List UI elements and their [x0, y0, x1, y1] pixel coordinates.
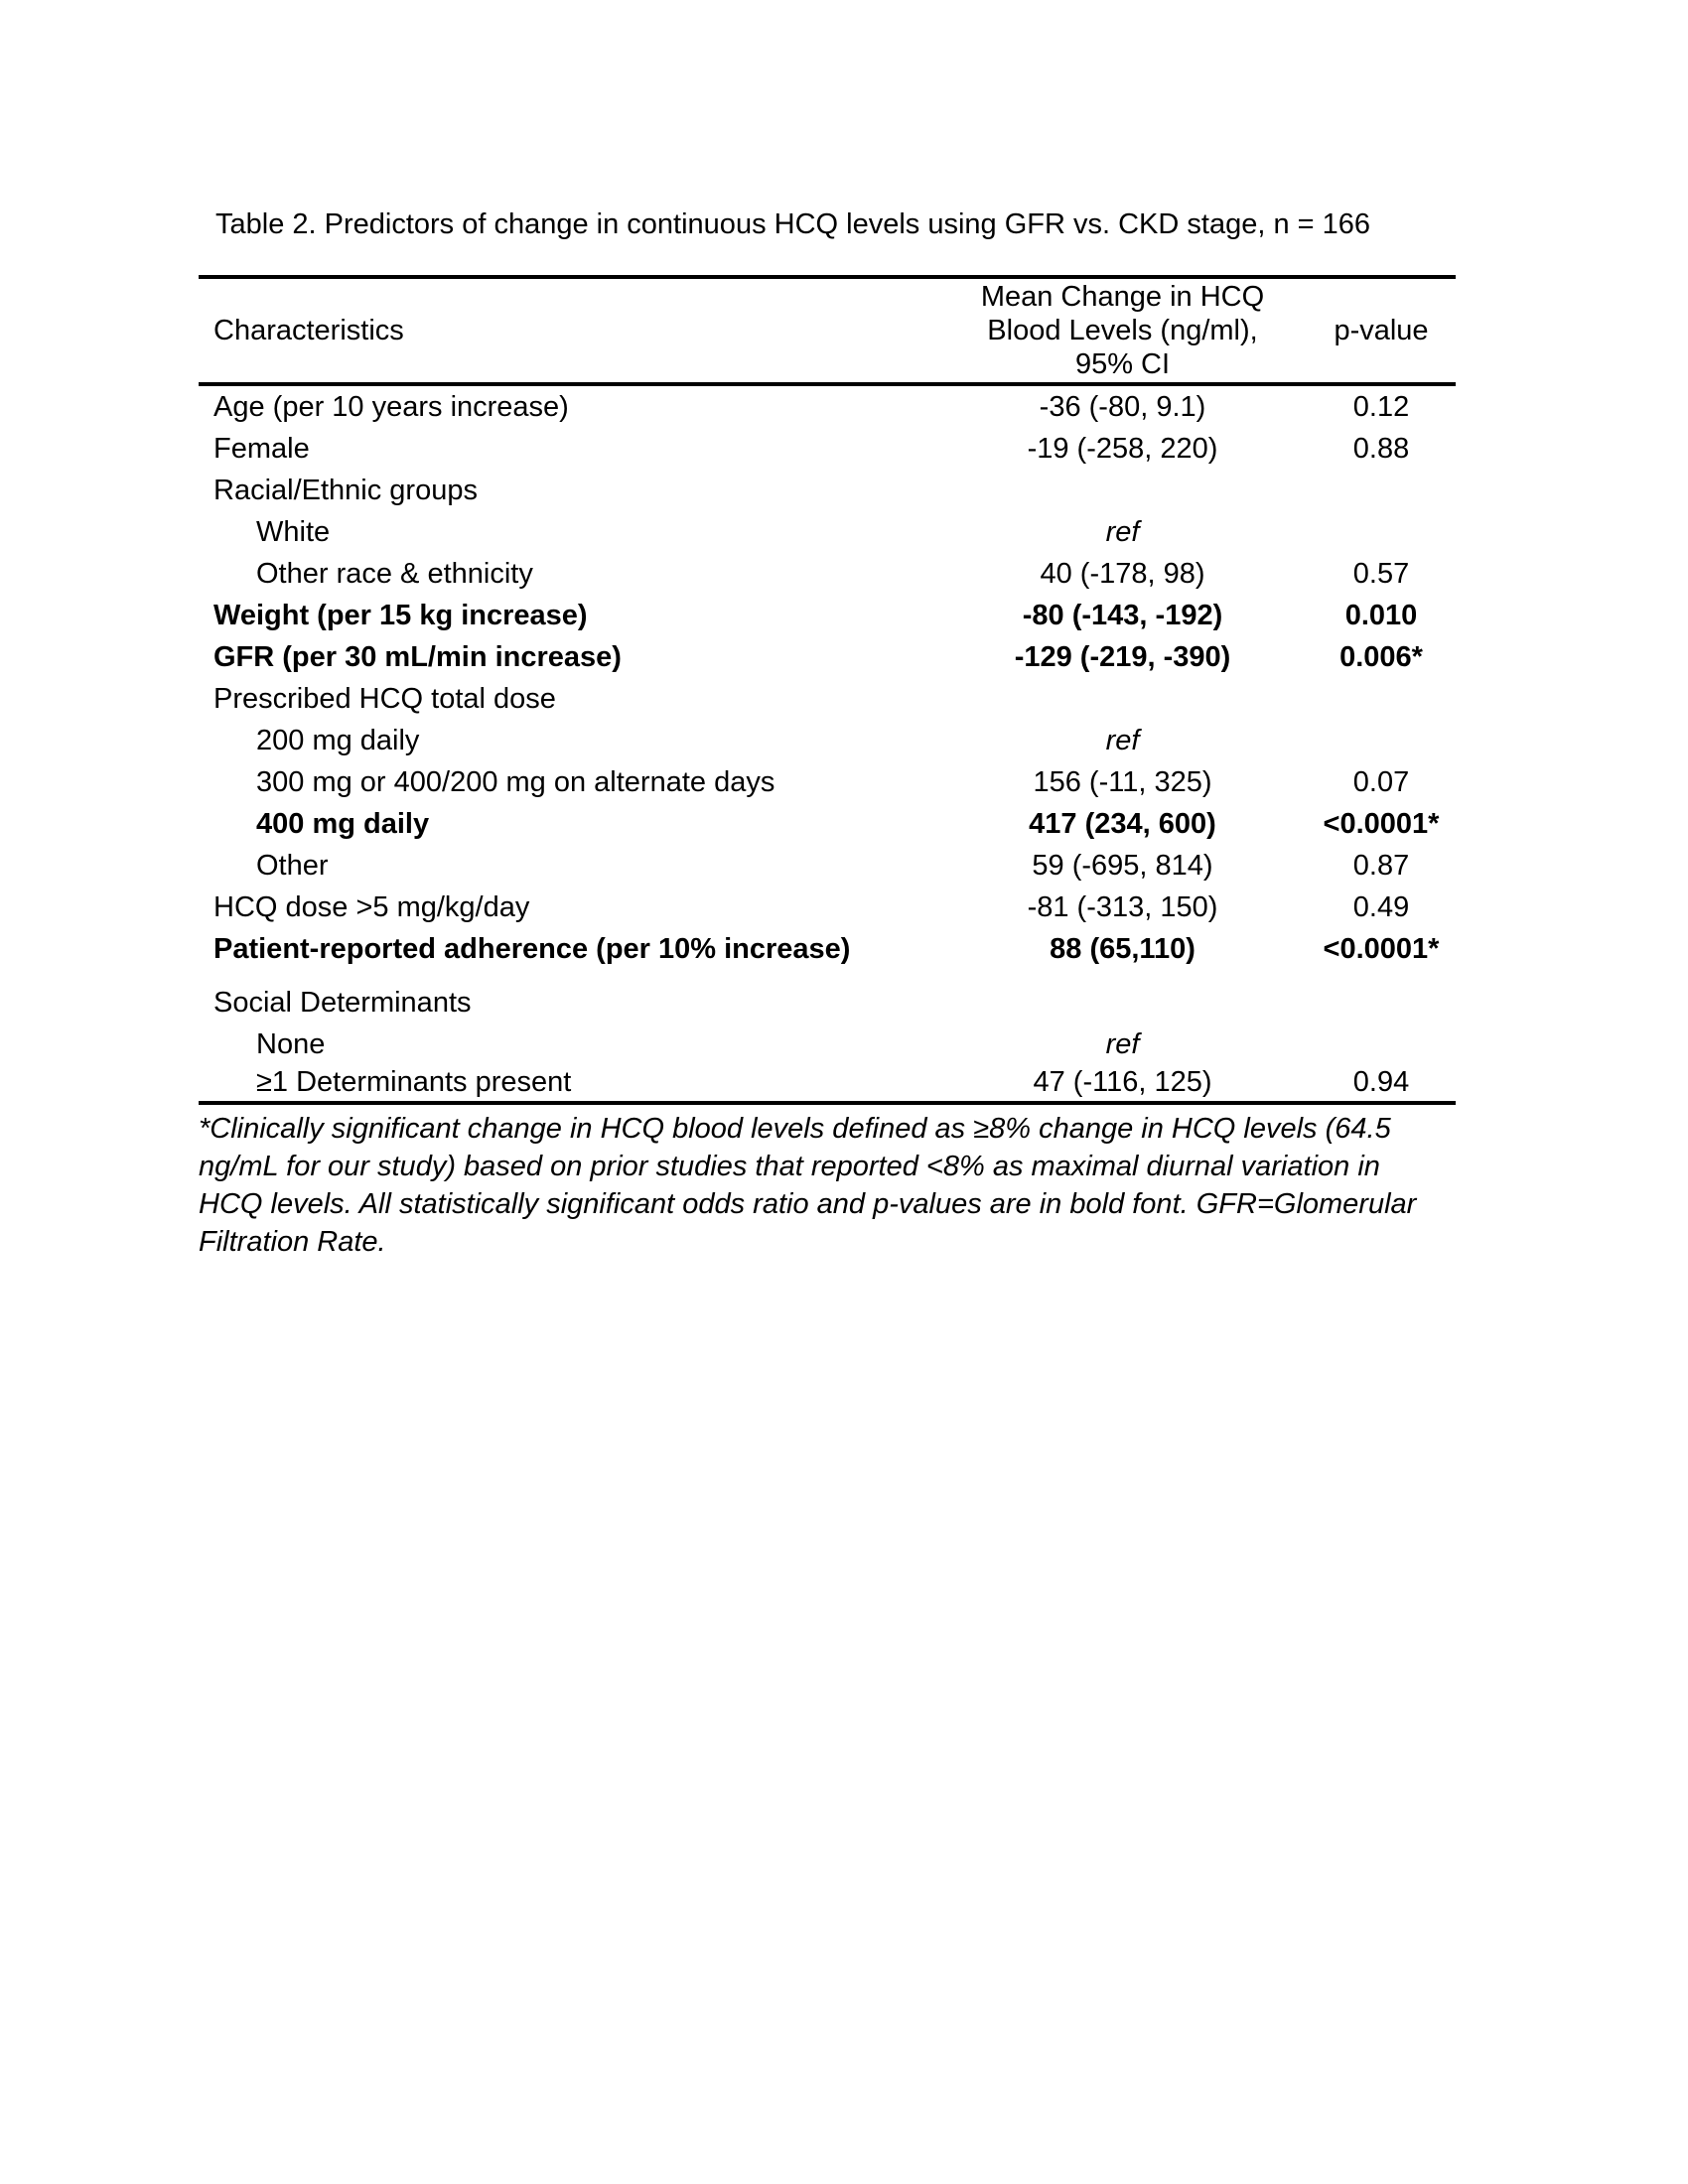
row-value: ref — [1105, 516, 1140, 548]
table-row — [199, 887, 1456, 928]
row-pvalue: <0.0001* — [1323, 808, 1440, 840]
table-row — [199, 761, 1456, 803]
table-row — [199, 1024, 1456, 1065]
row-label: GFR (per 30 mL/min increase) — [213, 641, 622, 673]
row-value: 40 (-178, 98) — [1040, 558, 1205, 590]
table-header-row — [199, 279, 1456, 382]
row-pvalue: 0.49 — [1352, 891, 1410, 923]
row-pvalue: 0.87 — [1352, 850, 1410, 882]
row-label: Other race & ethnicity — [256, 558, 533, 590]
row-label: Age (per 10 years increase) — [213, 391, 569, 423]
row-label: HCQ dose >5 mg/kg/day — [213, 891, 530, 923]
row-label: Social Determinants — [213, 987, 472, 1019]
row-label: White — [256, 516, 331, 548]
row-label: Patient-reported adherence (per 10% increase) — [213, 933, 851, 965]
table-row-group — [199, 678, 1456, 720]
row-value: 156 (-11, 325) — [1033, 766, 1212, 798]
table-row — [199, 928, 1456, 970]
header-mean-change-line1: Mean Change in HCQ — [980, 281, 1265, 313]
row-pvalue — [1307, 678, 1456, 720]
header-mean-change-line2: Blood Levels (ng/ml), — [987, 315, 1258, 346]
row-label: Weight (per 15 kg increase) — [213, 600, 588, 631]
header-pvalue: p-value — [1334, 314, 1429, 346]
table-row — [199, 553, 1456, 595]
footnote-line: ng/mL for our study) based on prior studies that reported <8% as maximal diurnal variation in — [199, 1151, 1380, 1182]
table — [199, 275, 1456, 1261]
table-row — [199, 845, 1456, 887]
table-row — [199, 386, 1456, 428]
row-value: -81 (-313, 150) — [1027, 891, 1218, 923]
row-pvalue: 0.07 — [1352, 766, 1410, 798]
row-pvalue: 0.006* — [1339, 641, 1423, 673]
row-value: -80 (-143, -192) — [1022, 600, 1223, 631]
row-value — [938, 982, 1307, 1024]
row-label: ≥1 Determinants present — [256, 1066, 572, 1098]
table-row — [199, 428, 1456, 470]
row-value: 59 (-695, 814) — [1032, 850, 1213, 882]
row-value — [938, 470, 1307, 511]
table-row — [199, 595, 1456, 636]
table-title: Table 2. Predictors of change in continuous HCQ levels using GFR vs. CKD stage, n = 166 — [215, 208, 1371, 240]
row-pvalue: 0.12 — [1352, 391, 1410, 423]
row-pvalue — [1307, 982, 1456, 1024]
row-value: ref — [1105, 725, 1140, 756]
row-label: Female — [213, 433, 310, 465]
row-label: 400 mg daily — [256, 808, 430, 840]
table-row — [199, 511, 1456, 553]
row-pvalue — [1307, 511, 1456, 553]
row-pvalue: <0.0001* — [1323, 933, 1440, 965]
table-row — [199, 636, 1456, 678]
row-value: 47 (-116, 125) — [1033, 1066, 1212, 1098]
row-value: 88 (65,110) — [1050, 933, 1196, 965]
table-row — [199, 720, 1456, 761]
header-mean-change — [938, 280, 1307, 381]
table-row — [199, 803, 1456, 845]
row-pvalue: 0.010 — [1344, 600, 1418, 631]
row-pvalue — [1307, 470, 1456, 511]
footnote-line: HCQ levels. All statistically significant odds ratio and p-values are in bold font. GFR=Glomerular — [199, 1188, 1417, 1220]
footnote-line: *Clinically significant change in HCQ blood levels defined as ≥8% change in HCQ levels (64.5 — [199, 1113, 1391, 1145]
row-label: None — [256, 1028, 326, 1060]
row-pvalue: 0.94 — [1352, 1066, 1410, 1098]
footnote-line: Filtration Rate. — [199, 1226, 386, 1258]
table-row-group — [199, 982, 1456, 1024]
header-characteristics: Characteristics — [213, 314, 404, 346]
row-pvalue: 0.57 — [1352, 558, 1410, 590]
row-label: Racial/Ethnic groups — [213, 475, 478, 506]
row-value: -19 (-258, 220) — [1027, 433, 1218, 465]
row-pvalue: 0.88 — [1352, 433, 1410, 465]
row-label: 200 mg daily — [256, 725, 420, 756]
row-label: 300 mg or 400/200 mg on alternate days — [256, 766, 775, 798]
row-value: -129 (-219, -390) — [1014, 641, 1231, 673]
row-pvalue — [1307, 720, 1456, 761]
row-value — [938, 678, 1307, 720]
row-label: Prescribed HCQ total dose — [213, 683, 556, 715]
row-value: ref — [1105, 1028, 1140, 1060]
header-mean-change-line3: 95% CI — [1074, 348, 1171, 380]
row-pvalue — [1307, 1024, 1456, 1065]
row-value: -36 (-80, 9.1) — [1039, 391, 1206, 423]
table-row-group — [199, 470, 1456, 511]
table-footnote — [199, 1110, 1462, 1261]
table-bottom-rule — [199, 1101, 1456, 1105]
row-value: 417 (234, 600) — [1029, 808, 1216, 840]
table-row — [199, 1065, 1456, 1101]
row-label: Other — [256, 850, 329, 882]
